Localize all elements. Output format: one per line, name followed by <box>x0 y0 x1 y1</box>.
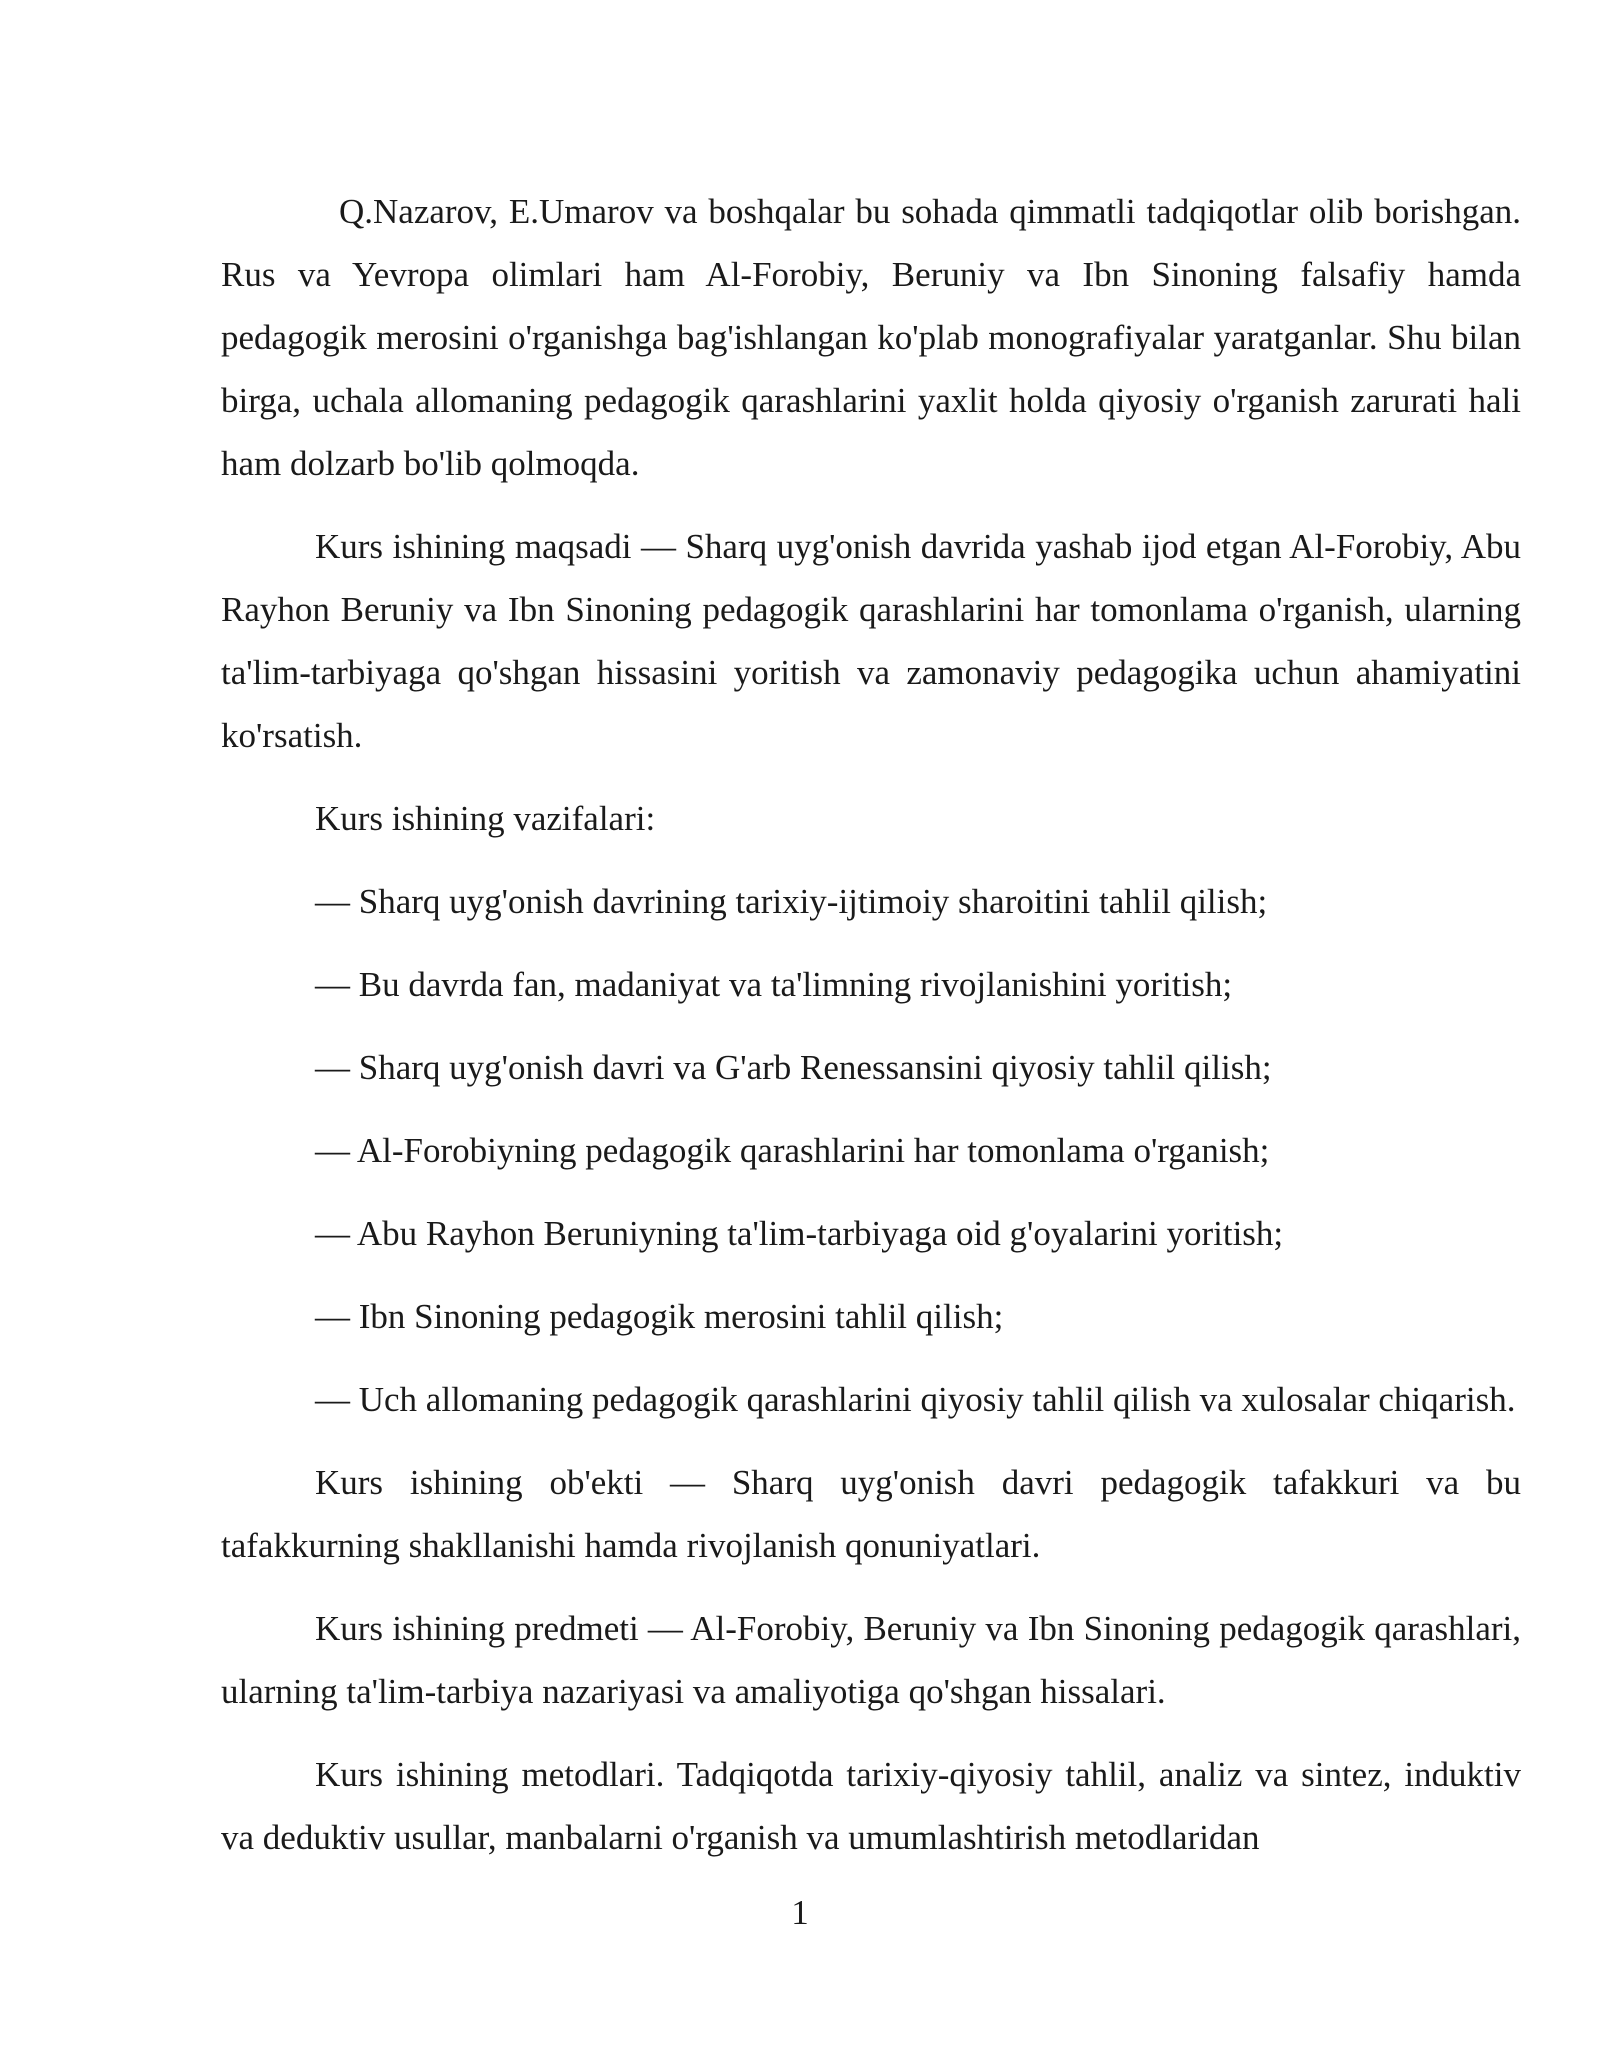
list-item-task: — Sharq uyg'onish davri va G'arb Renessansini qiyosiy tahlil qilish; <box>315 1048 1272 1087</box>
list-item-task: — Al-Forobiyning pedagogik qarashlarini har tomonlama o'rganish; <box>315 1131 1270 1170</box>
page-number: 1 <box>791 1893 809 1932</box>
document-body <box>221 180 1521 1889</box>
paragraph-methods: Kurs ishining metodlari. Tadqiqotda tarixiy-qiyosiy tahlil, analiz va sintez, induktiv va deduktiv usullar, manbalarni o'rganish va umumlashtirish metodlaridan <box>221 1755 1521 1857</box>
paragraph-goal: Kurs ishining maqsadi — Sharq uyg'onish davrida yashab ijod etgan Al-Forobiy, Abu Rayhon Beruniy va Ibn Sinoning pedagogik qarashlarini har tomonlama o'rganish, ularning ta'lim-tarbiyaga qo'shgan hissasini yoritish va zamonaviy pedagogika uchun ahamiyatini ko'rsatish. <box>221 527 1521 755</box>
paragraph-object: Kurs ishining ob'ekti — Sharq uyg'onish davri pedagogik tafakkuri va bu tafakkurning shakllanishi hamda rivojlanish qonuniyatlari. <box>221 1463 1521 1565</box>
list-item-task: — Ibn Sinoning pedagogik merosini tahlil qilish; <box>315 1297 1004 1336</box>
list-item-task: — Bu davrda fan, madaniyat va ta'limning rivojlanishini yoritish; <box>315 965 1233 1004</box>
list-item-task: — Uch allomaning pedagogik qarashlarini qiyosiy tahlil qilish va xulosalar chiqarish. <box>315 1380 1516 1419</box>
paragraph-subject: Kurs ishining predmeti — Al-Forobiy, Beruniy va Ibn Sinoning pedagogik qarashlari, ularning ta'lim-tarbiya nazariyasi va amaliyotiga qo'shgan hissalari. <box>221 1609 1521 1711</box>
paragraph-tasks-heading: Kurs ishining vazifalari: <box>315 799 656 838</box>
paragraph-researchers: Q.Nazarov, E.Umarov va boshqalar bu sohada qimmatli tadqiqotlar olib borishgan. Rus va Yevropa olimlari ham Al-Forobiy, Beruniy va Ibn Sinoning falsafiy hamda pedagogik merosini o'rganishga bag'ishlangan ko'plab monografiyalar yaratganlar. Shu bilan birga, uchala allomaning pedagogik qarashlarini yaxlit holda qiyosiy o'rganish zarurati hali ham dolzarb bo'lib qolmoqda. <box>221 192 1521 483</box>
list-item-task: — Abu Rayhon Beruniyning ta'lim-tarbiyaga oid g'oyalarini yoritish; <box>315 1214 1284 1253</box>
list-item-task: — Sharq uyg'onish davrining tarixiy-ijtimoiy sharoitini tahlil qilish; <box>315 882 1268 921</box>
